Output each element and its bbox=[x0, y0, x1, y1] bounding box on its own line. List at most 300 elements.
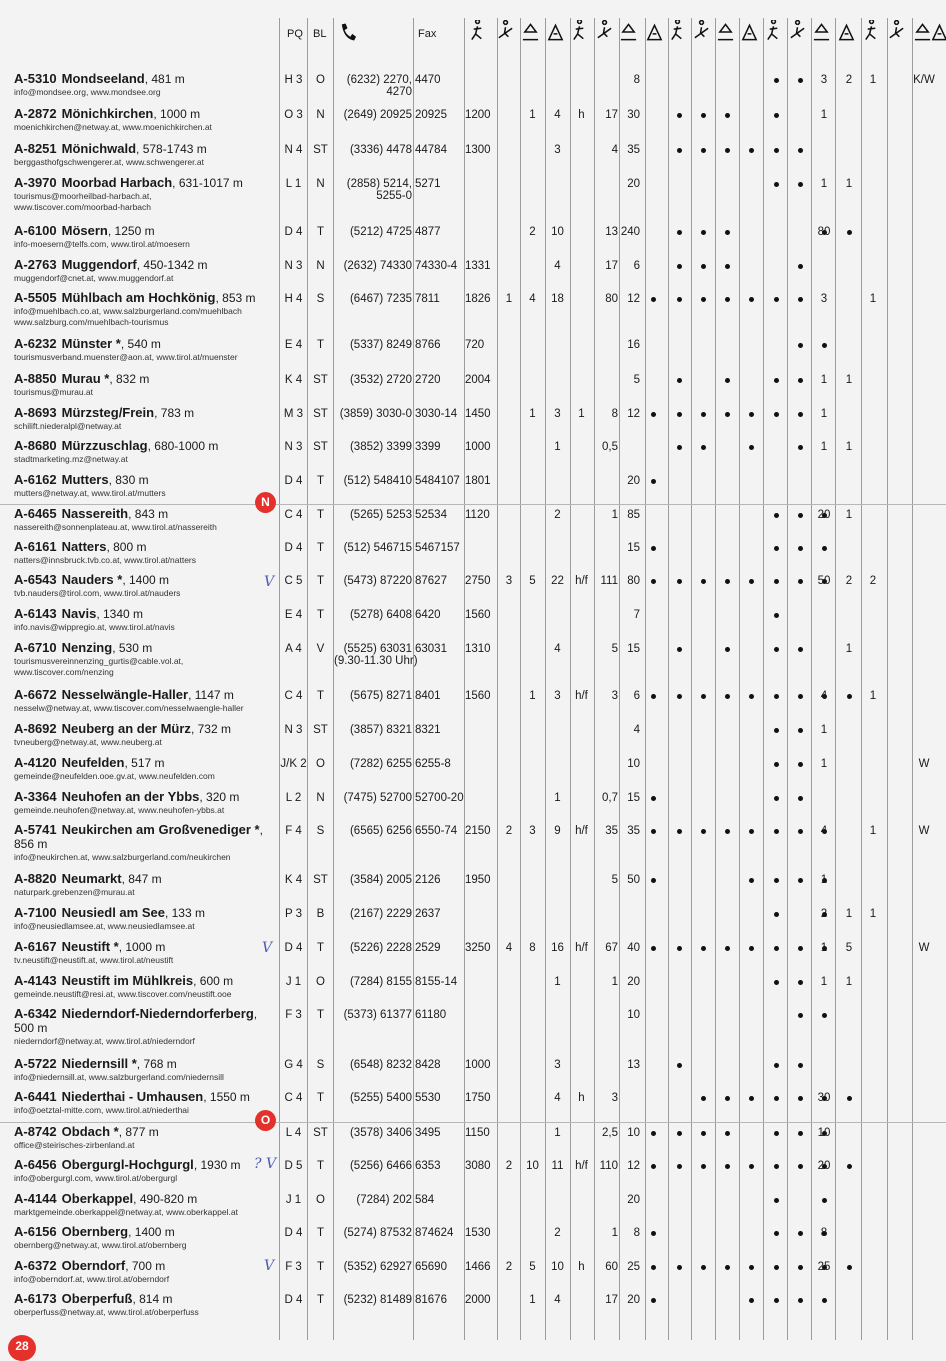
altitude: , 631-1017 m bbox=[172, 176, 243, 190]
altitude: , 1000 m bbox=[118, 940, 166, 954]
state-cell: T bbox=[316, 690, 325, 702]
feature-dot bbox=[798, 796, 803, 801]
drag-lifts-cell: 4 bbox=[554, 643, 561, 655]
town-name: Mürzzuschlag bbox=[61, 438, 148, 453]
postal-code: A-6161 bbox=[14, 539, 57, 554]
contact-email-web: info@muehlbach.co.at, www.salzburgerland.com/muehlbach bbox=[14, 306, 242, 316]
table-row bbox=[0, 1257, 946, 1289]
postal-code: A-6710 bbox=[14, 640, 57, 655]
contact-email-web: info@neusiedlamsee.at, www.neusiedlamsee.at bbox=[14, 921, 195, 931]
state-cell: ST bbox=[313, 724, 328, 736]
town-entry bbox=[14, 641, 278, 677]
table-row bbox=[0, 1088, 946, 1121]
town-entry bbox=[14, 688, 278, 713]
max-altitude-cell: 720 bbox=[465, 339, 485, 351]
feature-dot bbox=[798, 378, 803, 383]
ice-rink-cell: 1 bbox=[820, 178, 828, 190]
feature-dot bbox=[677, 148, 682, 153]
contact-web: www.salzburg.com/muehlbach-tourismus bbox=[14, 317, 169, 327]
contact-email-web: info@neukirchen.at, www.salzburgerland.com/neukirchen bbox=[14, 852, 231, 862]
contact-email-web: info-moesern@telfs.com, www.tirol.at/moesern bbox=[14, 239, 190, 249]
altitude: , 732 m bbox=[190, 722, 231, 736]
cable-cars-cell: 1 bbox=[505, 293, 513, 305]
contact-email-web: tourismusverband.muenster@aon.at, www.tirol.at/muenster bbox=[14, 352, 238, 362]
contact-email-web: obernberg@netway.at, www.tirol.at/obernberg bbox=[14, 1240, 187, 1250]
crosscountry-km-cell: 15 bbox=[627, 792, 640, 804]
phone-cell: (2649) 20925 bbox=[343, 109, 412, 121]
feature-dot bbox=[798, 1265, 803, 1270]
map-grid-cell: A 4 bbox=[285, 643, 302, 655]
table-row bbox=[0, 788, 946, 821]
feature-dot bbox=[677, 1131, 682, 1136]
drag-lifts-cell: 4 bbox=[554, 1294, 561, 1306]
altitude: , 877 m bbox=[118, 1125, 159, 1139]
phone-cell: (5265) 5253 bbox=[349, 509, 412, 521]
crosscountry-km-cell: 6 bbox=[633, 260, 640, 272]
town-entry bbox=[14, 406, 278, 431]
feature-dot bbox=[677, 647, 682, 652]
feature-dot bbox=[798, 762, 803, 767]
feature-dot bbox=[677, 946, 682, 951]
handwritten-mark: ? V bbox=[254, 1156, 277, 1172]
feature-dot bbox=[677, 1265, 682, 1270]
max-altitude-cell: 1750 bbox=[465, 1092, 491, 1104]
postal-code: A-8251 bbox=[14, 141, 57, 156]
feature-dot bbox=[774, 412, 779, 417]
town-name: Murau * bbox=[61, 371, 110, 386]
feature-dot bbox=[774, 182, 779, 187]
feature-dot bbox=[774, 1164, 779, 1169]
slope-km-cell: 3 bbox=[611, 1092, 618, 1104]
contact-web: www.tiscover.com/moorbad-harbach bbox=[14, 202, 152, 212]
feature-dot bbox=[701, 694, 706, 699]
crosscountry-km-cell: 20 bbox=[627, 178, 640, 190]
town-name: Nesselwängle-Haller bbox=[61, 687, 189, 702]
altitude: , 853 m bbox=[215, 291, 256, 305]
phone-cell: 4270 bbox=[386, 86, 412, 98]
town-name: Navis bbox=[61, 606, 97, 621]
feature-dot bbox=[725, 946, 730, 951]
postal-code: A-4144 bbox=[14, 1191, 57, 1206]
fax-cell: 74330-4 bbox=[415, 260, 458, 272]
feature-dot bbox=[798, 1096, 803, 1101]
table-row bbox=[0, 605, 946, 638]
ice-rink-cell: 25 bbox=[817, 1261, 831, 1273]
altitude: , 490-820 m bbox=[133, 1192, 198, 1206]
town-name: Mondseeland bbox=[61, 71, 145, 86]
feature-dot bbox=[774, 1131, 779, 1136]
feature-dot bbox=[651, 1231, 656, 1236]
town-name: Nenzing bbox=[61, 640, 113, 655]
riding-cell: 1 bbox=[869, 293, 877, 305]
slope-km-cell: 5 bbox=[611, 643, 618, 655]
cable-cars-cell: 2 bbox=[505, 825, 513, 837]
feature-dot bbox=[725, 579, 730, 584]
mountain-huts-cell: 2 bbox=[845, 575, 853, 587]
altitude: 856 m bbox=[14, 837, 48, 851]
feature-dot bbox=[798, 728, 803, 733]
mountain-huts-cell: 1 bbox=[845, 976, 853, 988]
postal-code: A-6441 bbox=[14, 1089, 57, 1104]
state-cell: T bbox=[316, 575, 325, 587]
snowmaking-cell: h/f bbox=[575, 1160, 588, 1172]
ice-rink-cell: 1 bbox=[820, 374, 828, 386]
altitude: , 450-1342 m bbox=[136, 258, 208, 272]
feature-dot bbox=[798, 1131, 803, 1136]
cable-cars-cell: 4 bbox=[505, 942, 513, 954]
fax-cell: 584 bbox=[415, 1194, 435, 1206]
chair-lifts-cell: 8 bbox=[529, 942, 536, 954]
max-altitude-cell: 1300 bbox=[465, 144, 491, 156]
fax-cell: 5484107 bbox=[415, 475, 460, 487]
feature-dot bbox=[774, 546, 779, 551]
feature-dot bbox=[822, 1298, 827, 1303]
altitude: , 783 m bbox=[154, 406, 195, 420]
snowmaking-cell: h/f bbox=[575, 942, 588, 954]
feature-dot bbox=[651, 297, 656, 302]
postal-code: A-6167 bbox=[14, 939, 57, 954]
town-entry bbox=[14, 1090, 278, 1115]
feature-dot bbox=[822, 1198, 827, 1203]
column-header-fax: Fax bbox=[418, 28, 437, 40]
postal-code: A-2763 bbox=[14, 257, 57, 272]
slope-km-cell: 111 bbox=[600, 575, 618, 587]
postal-code: A-8850 bbox=[14, 371, 57, 386]
feature-dot bbox=[798, 694, 803, 699]
feature-dot bbox=[749, 694, 754, 699]
fax-cell: 52700-20 bbox=[415, 792, 464, 804]
drag-lifts-cell: 2 bbox=[554, 509, 561, 521]
drag-lifts-cell: 3 bbox=[554, 690, 561, 702]
town-entry bbox=[14, 940, 278, 965]
table-row bbox=[0, 1055, 946, 1088]
table-row bbox=[0, 1290, 946, 1325]
ice-rink-cell: 1 bbox=[820, 408, 828, 420]
contact-email-web: schilift.niederalpl@netway.at bbox=[14, 421, 122, 431]
riding-cell: 1 bbox=[869, 825, 877, 837]
table-row bbox=[0, 335, 946, 369]
map-grid-cell: H 4 bbox=[284, 293, 303, 305]
map-grid-cell: D 4 bbox=[284, 1227, 303, 1239]
table-row bbox=[0, 1005, 946, 1054]
state-cell: ST bbox=[313, 144, 328, 156]
crosscountry-km-cell: 13 bbox=[627, 1059, 640, 1071]
feature-dot bbox=[774, 694, 779, 699]
state-cell: T bbox=[316, 1009, 325, 1021]
fax-cell: 7811 bbox=[415, 293, 440, 305]
contact-email-web: gemeinde.neustift@resi.at, www.tiscover.com/neustift.ooe bbox=[14, 989, 232, 999]
town-entry bbox=[14, 872, 278, 897]
town-name: Muggendorf bbox=[61, 257, 137, 272]
feature-dot bbox=[749, 1164, 754, 1169]
fax-cell: 5271 bbox=[415, 178, 441, 190]
contact-email-web: tourismusvereinnenzing_gurtis@cable.vol.at, bbox=[14, 656, 184, 666]
altitude: , 530 m bbox=[112, 641, 153, 655]
feature-dot bbox=[651, 829, 656, 834]
altitude: , 600 m bbox=[193, 974, 234, 988]
cable-cars-cell: 2 bbox=[505, 1261, 513, 1273]
fax-cell: 5530 bbox=[415, 1092, 441, 1104]
feature-dot bbox=[798, 946, 803, 951]
crosscountry-km-cell: 12 bbox=[627, 408, 640, 420]
feature-dot bbox=[774, 878, 779, 883]
state-cell: T bbox=[316, 1227, 325, 1239]
state-cell: V bbox=[316, 643, 325, 655]
map-grid-cell: J 1 bbox=[285, 1194, 302, 1206]
ice-rink-cell: 30 bbox=[817, 1092, 831, 1104]
state-cell: N bbox=[316, 792, 325, 804]
max-altitude-cell: 1120 bbox=[465, 509, 490, 521]
crosscountry-km-cell: 12 bbox=[627, 293, 640, 305]
fax-cell: 8428 bbox=[415, 1059, 441, 1071]
max-altitude-cell: 1950 bbox=[465, 874, 491, 886]
phone-cell: (6467) 7235 bbox=[349, 293, 412, 305]
phone-cell: (5256) 6466 bbox=[349, 1160, 412, 1172]
fax-cell: 3495 bbox=[415, 1127, 441, 1139]
fax-cell: 81676 bbox=[415, 1294, 447, 1306]
phone-cell: (5337) 8249 bbox=[349, 339, 412, 351]
feature-dot bbox=[701, 297, 706, 302]
feature-dot bbox=[749, 878, 754, 883]
phone-cell: (2167) 2229 bbox=[349, 908, 412, 920]
map-grid-cell: D 4 bbox=[284, 942, 303, 954]
feature-dot bbox=[774, 78, 779, 83]
town-entry bbox=[14, 72, 278, 97]
crosscountry-km-cell: 25 bbox=[627, 1261, 640, 1273]
town-name: Oberperfuß bbox=[61, 1291, 133, 1306]
town-entry bbox=[14, 540, 278, 565]
table-row bbox=[0, 370, 946, 403]
feature-dot bbox=[651, 1164, 656, 1169]
mountain-huts-cell: 1 bbox=[845, 441, 853, 453]
table-row bbox=[0, 904, 946, 937]
altitude: , 540 m bbox=[120, 337, 161, 351]
town-entry bbox=[14, 142, 278, 167]
phone-cell: (5373) 61377 bbox=[343, 1009, 412, 1021]
phone-cell: (9.30-11.30 Uhr) bbox=[334, 655, 418, 667]
feature-dot bbox=[677, 1164, 682, 1169]
map-grid-cell: N 3 bbox=[284, 441, 303, 453]
snowmaking-cell: h bbox=[578, 109, 585, 121]
state-cell: T bbox=[316, 1294, 325, 1306]
max-altitude-cell: 1450 bbox=[465, 408, 491, 420]
feature-dot bbox=[774, 1298, 779, 1303]
snowmaking-cell: h/f bbox=[575, 690, 588, 702]
feature-dot bbox=[701, 1265, 706, 1270]
postal-code: A-6156 bbox=[14, 1224, 57, 1239]
contact-email-web: mutters@netway.at, www.tirol.at/mutters bbox=[14, 488, 166, 498]
feature-dot bbox=[774, 1063, 779, 1068]
feature-dot bbox=[677, 297, 682, 302]
feature-dot bbox=[749, 1298, 754, 1303]
fax-cell: 52534 bbox=[415, 509, 447, 521]
table-row bbox=[0, 938, 946, 971]
table-row bbox=[0, 1223, 946, 1256]
map-grid-cell: J/K 2 bbox=[280, 758, 307, 770]
contact-email-web: info@oetztal-mitte.com, www.tirol.at/niederthai bbox=[14, 1105, 189, 1115]
drag-lifts-cell: 10 bbox=[551, 1261, 564, 1273]
max-altitude-cell: 2750 bbox=[465, 575, 491, 587]
feature-dot bbox=[725, 412, 730, 417]
max-altitude-cell: 1466 bbox=[465, 1261, 491, 1273]
feature-dot bbox=[651, 579, 656, 584]
feature-dot bbox=[701, 829, 706, 834]
map-grid-cell: N 4 bbox=[284, 144, 303, 156]
map-grid-cell: D 4 bbox=[284, 226, 303, 238]
crosscountry-km-cell: 10 bbox=[627, 1127, 640, 1139]
drag-lifts-cell: 22 bbox=[551, 575, 564, 587]
max-altitude-cell: 3250 bbox=[465, 942, 491, 954]
town-name: Obernberg bbox=[61, 1224, 129, 1239]
postal-code: A-6232 bbox=[14, 336, 57, 351]
slope-km-cell: 1 bbox=[611, 1227, 618, 1239]
feature-dot bbox=[725, 694, 730, 699]
feature-dot bbox=[847, 1164, 852, 1169]
phone-cell: (5352) 62927 bbox=[343, 1261, 412, 1273]
feature-dot bbox=[749, 445, 754, 450]
table-row bbox=[0, 821, 946, 869]
state-cell: O bbox=[316, 976, 325, 988]
feature-dot bbox=[749, 297, 754, 302]
state-cell: ST bbox=[313, 1127, 328, 1139]
map-grid-cell: F 3 bbox=[285, 1009, 302, 1021]
feature-dot bbox=[651, 878, 656, 883]
phone-cell: (6548) 8232 bbox=[349, 1059, 412, 1071]
cable-cars-cell: 2 bbox=[505, 1160, 513, 1172]
altitude: , 832 m bbox=[109, 372, 150, 386]
crosscountry-km-cell: 8 bbox=[633, 1227, 640, 1239]
town-entry bbox=[14, 1007, 278, 1046]
chair-lifts-cell: 1 bbox=[529, 690, 536, 702]
feature-dot bbox=[677, 378, 682, 383]
feature-dot bbox=[774, 912, 779, 917]
contact-email-web: oberperfuss@netway.at, www.tirol.at/oberperfuss bbox=[14, 1307, 199, 1317]
feature-dot bbox=[798, 343, 803, 348]
altitude: , 1930 m bbox=[193, 1158, 241, 1172]
feature-dot bbox=[701, 946, 706, 951]
town-entry bbox=[14, 906, 278, 931]
contact-email-web: tvneuberg@netway.at, www.neuberg.at bbox=[14, 737, 162, 747]
phone-cell: (3336) 4478 bbox=[349, 144, 412, 156]
feature-dot bbox=[725, 297, 730, 302]
contact-email-web: muggendorf@cnet.at, www.muggendorf.at bbox=[14, 273, 174, 283]
state-cell: O bbox=[316, 1194, 325, 1206]
postal-code: A-5741 bbox=[14, 822, 57, 837]
feature-dot bbox=[651, 796, 656, 801]
town-name: Neustift im Mühlkreis bbox=[61, 973, 194, 988]
table-row bbox=[0, 140, 946, 174]
contact-email-web: gemeinde@neufelden.ooe.gv.at, www.neufelden.com bbox=[14, 771, 215, 781]
crosscountry-km-cell: 15 bbox=[627, 643, 640, 655]
feature-dot bbox=[725, 264, 730, 269]
table-row bbox=[0, 1122, 946, 1156]
map-grid-cell: D 5 bbox=[284, 1160, 303, 1172]
fax-cell: 6255-8 bbox=[415, 758, 451, 770]
contact-email-web: info@oberndorf.at, www.tirol.at/oberndorf bbox=[14, 1274, 170, 1284]
chair-lifts-cell: 10 bbox=[526, 1160, 539, 1172]
slope-km-cell: 1 bbox=[611, 509, 618, 521]
fax-cell: 2720 bbox=[415, 374, 441, 386]
feature-dot bbox=[749, 829, 754, 834]
feature-dot bbox=[677, 230, 682, 235]
chair-lifts-cell: 5 bbox=[529, 575, 536, 587]
postal-code: A-6143 bbox=[14, 606, 57, 621]
crosscountry-km-cell: 20 bbox=[627, 976, 640, 988]
state-cell: T bbox=[316, 339, 325, 351]
contact-email-web: stadtmarketing.mz@netway.at bbox=[14, 454, 128, 464]
mountain-huts-cell: 1 bbox=[845, 643, 853, 655]
contact-email-web: tourismus@murau.at bbox=[14, 387, 94, 397]
feature-dot bbox=[798, 579, 803, 584]
phone-cell: (2858) 5214, bbox=[346, 178, 412, 190]
feature-dot bbox=[725, 1131, 730, 1136]
info-cell: W bbox=[918, 758, 930, 770]
drag-lifts-cell: 3 bbox=[554, 144, 561, 156]
handwritten-mark: V bbox=[262, 940, 273, 956]
ice-rink-cell: 3 bbox=[820, 74, 828, 86]
town-entry bbox=[14, 291, 278, 327]
feature-dot bbox=[798, 1063, 803, 1068]
feature-dot bbox=[651, 412, 656, 417]
slope-km-cell: 67 bbox=[605, 942, 618, 954]
chair-lifts-cell: 1 bbox=[529, 408, 536, 420]
postal-code: A-2872 bbox=[14, 106, 57, 121]
mountain-huts-cell: 1 bbox=[845, 178, 853, 190]
drag-lifts-cell: 18 bbox=[551, 293, 564, 305]
chair-lifts-cell: 1 bbox=[529, 1294, 536, 1306]
max-altitude-cell: 2000 bbox=[465, 1294, 491, 1306]
max-altitude-cell: 1560 bbox=[465, 690, 491, 702]
town-entry bbox=[14, 722, 278, 747]
phone-cell: (3852) 3399 bbox=[349, 441, 412, 453]
drag-lifts-cell: 1 bbox=[554, 441, 561, 453]
altitude: , 578-1743 m bbox=[136, 142, 207, 156]
feature-dot bbox=[774, 728, 779, 733]
feature-dot bbox=[798, 412, 803, 417]
feature-dot bbox=[677, 829, 682, 834]
column-header-bl: BL bbox=[313, 28, 327, 40]
phone-cell: (3857) 8321 bbox=[349, 724, 412, 736]
crosscountry-km-cell: 20 bbox=[627, 475, 640, 487]
feature-dot bbox=[774, 1231, 779, 1236]
max-altitude-cell: 1200 bbox=[465, 109, 491, 121]
ice-rink-cell: 50 bbox=[817, 575, 831, 587]
feature-dot bbox=[774, 297, 779, 302]
table-row bbox=[0, 289, 946, 334]
state-cell: T bbox=[316, 475, 325, 487]
fax-cell: 3030-14 bbox=[415, 408, 458, 420]
map-grid-cell: M 3 bbox=[283, 408, 304, 420]
table-row bbox=[0, 1190, 946, 1223]
altitude: , 700 m bbox=[125, 1259, 166, 1273]
fax-cell: 65690 bbox=[415, 1261, 447, 1273]
max-altitude-cell: 1000 bbox=[465, 441, 491, 453]
town-name: Mühlbach am Hochkönig bbox=[61, 290, 216, 305]
map-grid-cell: P 3 bbox=[284, 908, 303, 920]
slope-km-cell: 17 bbox=[605, 1294, 618, 1306]
altitude: , 680-1000 m bbox=[147, 439, 219, 453]
phone-cell: (3532) 2720 bbox=[349, 374, 412, 386]
crosscountry-km-cell: 7 bbox=[633, 609, 640, 621]
altitude: , 133 m bbox=[164, 906, 205, 920]
town-entry bbox=[14, 337, 278, 362]
max-altitude-cell: 1310 bbox=[465, 643, 491, 655]
crosscountry-km-cell: 80 bbox=[627, 575, 640, 587]
map-grid-cell: J 1 bbox=[285, 976, 302, 988]
town-name: Neukirchen am Großvenediger * bbox=[61, 822, 260, 837]
town-name: Neumarkt bbox=[61, 871, 122, 886]
fax-cell: 874624 bbox=[415, 1227, 454, 1239]
